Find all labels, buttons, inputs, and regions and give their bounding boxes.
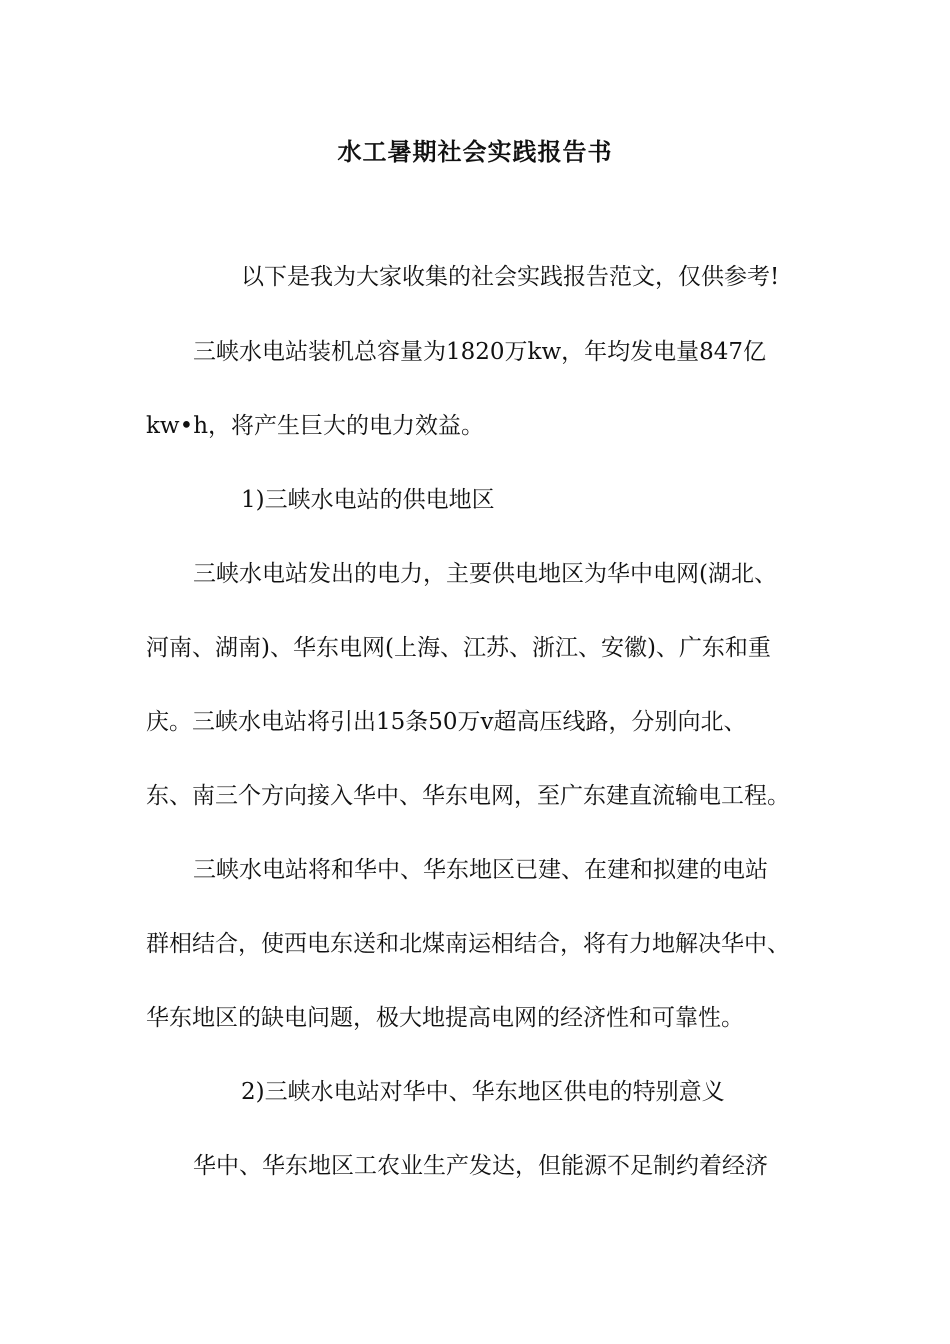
- paragraph-line: 三峡水电站装机总容量为1820万kw，年均发电量847亿: [193, 339, 767, 365]
- paragraph-line: 三峡水电站发出的电力，主要供电地区为华中电网(湖北、: [193, 561, 777, 587]
- paragraph-line: 华中、华东地区工农业生产发达，但能源不足制约着经济: [193, 1153, 768, 1179]
- paragraph-line: 河南、湖南)、华东电网(上海、江苏、浙江、安徽)、广东和重: [146, 635, 771, 661]
- paragraph-line: 东、南三个方向接入华中、华东电网，至广东建直流输电工程。: [146, 783, 790, 809]
- document-title: 水工暑期社会实践报告书: [337, 137, 613, 166]
- paragraph-line: 庆。三峡水电站将引出15条50万v超高压线路，分别向北、: [146, 709, 747, 735]
- paragraph-line: kw•h，将产生巨大的电力效益。: [146, 413, 485, 439]
- paragraph-line: 华东地区的缺电问题，极大地提高电网的经济性和可靠性。: [146, 1005, 744, 1031]
- paragraph-line: 三峡水电站将和华中、华东地区已建、在建和拟建的电站: [193, 857, 768, 883]
- paragraph-line: 群相结合，使西电东送和北煤南运相结合，将有力地解决华中、: [146, 931, 790, 957]
- intro-line: 以下是我为大家收集的社会实践报告范文，仅供参考!: [241, 264, 780, 290]
- section-heading: 1)三峡水电站的供电地区: [241, 487, 495, 513]
- section-heading: 2)三峡水电站对华中、华东地区供电的特别意义: [241, 1079, 725, 1105]
